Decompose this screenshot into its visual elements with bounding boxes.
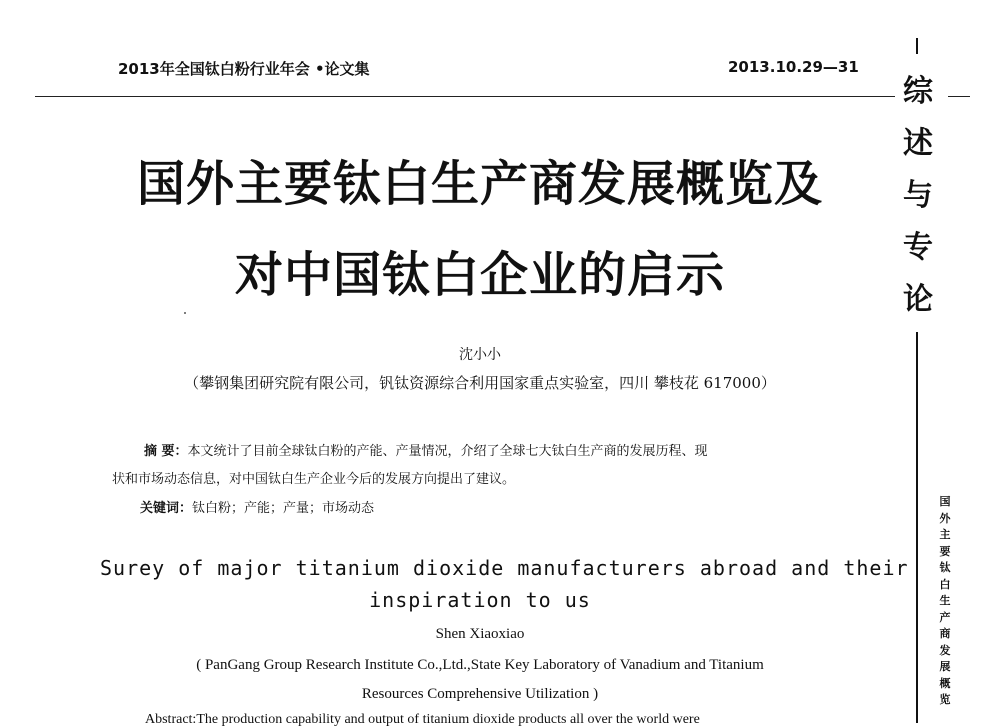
running-title-char: 外 (939, 511, 951, 525)
keywords (140, 497, 374, 516)
running-title-char: 主 (939, 528, 951, 541)
keywords-text: 钛白粉；产能；产量；市场动态 (192, 501, 375, 516)
section-char: 专 (903, 230, 933, 265)
section-char: 综 (903, 74, 933, 109)
sidebar-dash (948, 96, 970, 97)
abstract-label: 摘 要： (144, 444, 188, 459)
paper-title-line-1: 国外主要钛白生产商发展概览及 (136, 156, 823, 212)
running-title-char: 钛 (939, 561, 951, 574)
english-author: Shen Xiaoxiao (435, 626, 525, 642)
author-name: 沈小小 (459, 347, 501, 363)
abstract-chinese (112, 438, 857, 494)
sidebar-vertical-rule (916, 332, 918, 723)
section-char: 述 (903, 126, 933, 161)
running-title-char: 生 (939, 594, 951, 607)
keywords-label: 关键词： (140, 501, 193, 516)
running-title-char: 概 (939, 676, 951, 690)
abstract-text-1: 本文统计了目前全球钛白粉的产能、产量情况，介绍了全球七大钛白生产商的发展历程、现 (187, 444, 708, 459)
section-char: 与 (903, 178, 933, 213)
running-header-journal: 2013年全国钛白粉行业年会 •论文集 (118, 60, 370, 78)
abstract-line-1 (112, 438, 857, 466)
running-title-char: 览 (939, 693, 951, 706)
running-title-char: 展 (939, 660, 951, 673)
speck (184, 312, 186, 314)
paper-title-line-2: 对中国钛白企业的启示 (234, 247, 725, 303)
running-title-char: 白 (939, 577, 951, 591)
english-abstract-start: Abstract:The production capability and output of titanium dioxide products all over the world were (145, 712, 700, 727)
author-affiliation: （攀钢集团研究院有限公司，钒钛资源综合利用国家重点实验室，四川 攀枝花 617000） (184, 374, 776, 392)
sidebar-top-mark (916, 38, 918, 54)
running-title-char: 国 (939, 495, 951, 508)
running-title-char: 产 (939, 610, 951, 624)
abstract-line-2: 状和市场动态信息，对中国钛白生产企业今后的发展方向提出了建议。 (112, 472, 516, 487)
header-rule (35, 96, 895, 97)
running-title-char: 发 (939, 643, 951, 657)
running-title-char: 商 (939, 627, 951, 640)
english-title-line-2: inspiration to us (369, 588, 591, 612)
running-title-char: 要 (939, 544, 951, 558)
sidebar-section-label (896, 66, 940, 326)
english-affiliation-line-1: ( PanGang Group Research Institute Co.,Ltd.,State Key Laboratory of Vanadium and Titanium (196, 657, 764, 673)
running-header-date: 2013.10.29—31 (728, 58, 859, 76)
sidebar-running-title (937, 494, 953, 709)
section-char: 论 (903, 282, 933, 317)
english-affiliation-line-2: Resources Comprehensive Utilization ) (361, 686, 599, 702)
english-title-line-1: Surey of major titanium dioxide manufacturers abroad and their (100, 556, 909, 580)
